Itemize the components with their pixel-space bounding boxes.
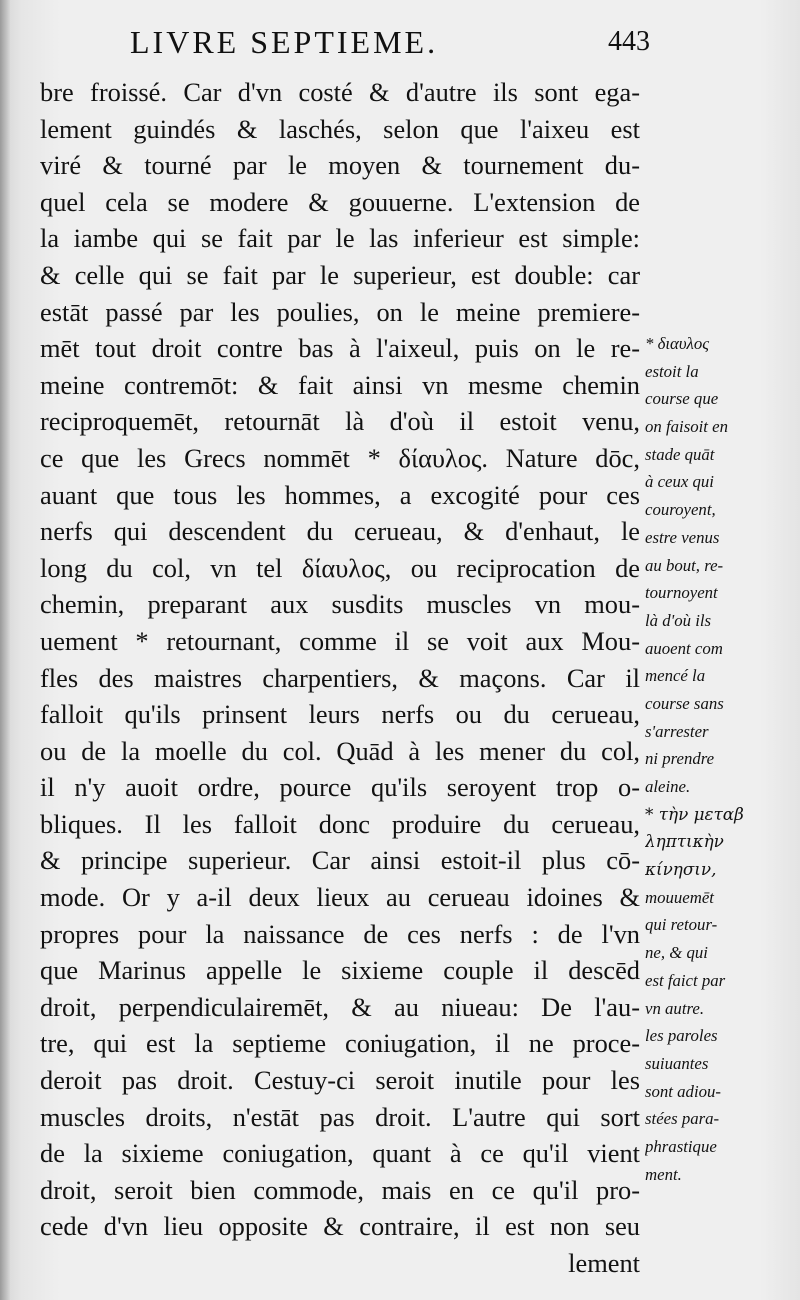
text-line: deroit pas droit. Cestuy-ci seroit inutile pour les (40, 1065, 640, 1096)
text-line: tre, qui est la septieme coniugation, il ne proce- (40, 1028, 640, 1059)
text-line: cede d'vn lieu opposite & contraire, il est non seu (40, 1211, 640, 1242)
body-text-column (40, 74, 640, 1282)
margin-note-line: estoit la (645, 361, 699, 381)
margin-note-line: s'arrester (645, 721, 709, 741)
marginal-notes (645, 330, 795, 1188)
text-line: quel cela se modere & gouuerne. L'extension de (40, 186, 640, 217)
text-line: de la sixieme coniugation, quant à ce qu'il vient (40, 1138, 640, 1169)
text-line: uement * retournant, comme il se voit aux Mou- (40, 625, 640, 656)
text-line: muscles droits, n'estāt pas droit. L'autre qui sort (40, 1101, 640, 1132)
text-line: nerfs qui descendent du cerueau, & d'enhaut, le (40, 516, 640, 547)
margin-note-line: les paroles (645, 1026, 718, 1046)
margin-note-line: course que (645, 389, 719, 409)
margin-note-line: * τὴν μεταβ (645, 803, 744, 824)
margin-note-line: * διαυλος (645, 334, 710, 353)
catchword: lement (568, 1248, 640, 1278)
margin-note-line: mencé la (645, 666, 706, 686)
margin-note-line: auoent com (645, 638, 723, 658)
margin-note-line: ni prendre (645, 749, 715, 769)
text-line: mēt tout droit contre bas à l'aixeul, puis on le re- (40, 333, 640, 364)
margin-note-line: à ceux qui (645, 472, 714, 492)
margin-note-line: est faict par (645, 970, 726, 990)
text-line: viré & tourné par le moyen & tournement du- (40, 150, 640, 181)
margin-note-line: qui retour- (645, 915, 718, 935)
text-line: que Marinus appelle le sixieme couple il descēd (40, 955, 640, 986)
margin-note-line: aleine. (645, 777, 691, 796)
page-gutter-shadow (0, 0, 10, 1300)
page-number: 443 (608, 26, 650, 57)
margin-note-line: ment. (645, 1164, 682, 1184)
margin-note-line: course sans (645, 693, 724, 713)
margin-note-line: stées para- (645, 1109, 720, 1129)
text-line: bliques. Il les falloit donc produire du cerueau, (40, 808, 640, 839)
margin-note-line: κίνησιν, (645, 859, 717, 880)
text-line: estāt passé par les poulies, on le meine premiere- (40, 296, 640, 327)
text-line: ou de la moelle du col. Quād à les mener du col, (40, 735, 640, 766)
text-line: long du col, vn tel δίαυλος, ou reciprocation de (40, 552, 640, 583)
text-line: falloit qu'ils prinsent leurs nerfs ou du cerueau, (40, 699, 640, 730)
margin-note-line: on faisoit en (645, 417, 728, 437)
running-head: LIVRE SEPTIEME. (130, 24, 439, 60)
margin-note-line: stade quāt (645, 444, 715, 464)
text-line: bre froissé. Car d'vn costé & d'autre ils sont ega- (40, 77, 640, 107)
page-header (130, 24, 650, 70)
text-line: il n'y auoit ordre, pource qu'ils seroyent trop o- (40, 772, 640, 803)
margin-note-line: au bout, re- (645, 555, 724, 575)
text-line: ce que les Grecs nommēt * δίαυλος. Nature dōc, (40, 442, 640, 473)
margin-note-line: estre venus (645, 527, 720, 547)
margin-note-line: tournoyent (645, 583, 718, 603)
margin-note-line: suiuantes (645, 1053, 709, 1073)
margin-note-line: sont adiou- (645, 1081, 721, 1101)
text-line: lement guindés & laschés, selon que l'aixeu est (40, 113, 640, 144)
margin-note-line: couroyent, (645, 500, 716, 520)
text-line: droit, seroit bien commode, mais en ce qu'il pro- (40, 1174, 640, 1205)
margin-note-line: ne, & qui (645, 943, 708, 963)
text-line: fles des maistres charpentiers, & maçons. Car il (40, 662, 640, 693)
text-line: & celle qui se fait par le superieur, est double: car (40, 259, 640, 290)
text-line: droit, perpendiculairemēt, & au niueau: De l'au- (40, 991, 640, 1022)
text-line: reciproquemēt, retournāt là d'où il estoit venu, (40, 406, 640, 437)
text-line: meine contremōt: & fait ainsi vn mesme chemin (40, 369, 640, 400)
text-line: mode. Or y a-il deux lieux au cerueau idoines & (40, 882, 640, 913)
text-line: auant que tous les hommes, a excogité pour ces (40, 479, 640, 510)
margin-note-line: phrastique (645, 1136, 717, 1156)
margin-note-line: mouuemēt (645, 887, 714, 907)
margin-note-line: ληπτικὴν (645, 831, 724, 852)
text-line: propres pour la naissance de ces nerfs : de l'vn (40, 918, 640, 949)
text-line: la iambe qui se fait par le las inferieur est simple: (40, 223, 640, 254)
text-line: chemin, preparant aux susdits muscles vn mou- (40, 589, 640, 620)
text-line: & principe superieur. Car ainsi estoit-il plus cō- (40, 845, 640, 876)
margin-note-line: là d'où ils (645, 610, 712, 630)
margin-note-line: vn autre. (645, 998, 705, 1018)
